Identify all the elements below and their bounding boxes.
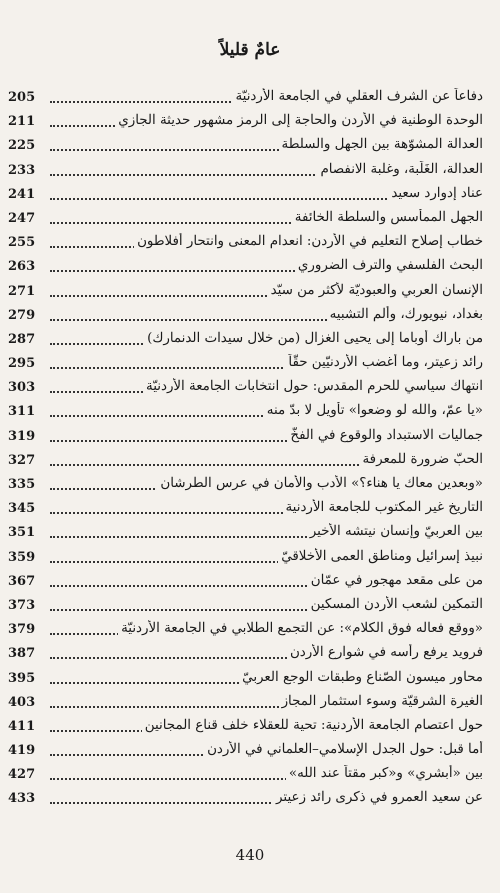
toc-page-number: 225 (8, 138, 36, 154)
toc-entry-title: «يا عمّ، والله لو وضعوا» تأويل لا بدّ منه (264, 402, 483, 420)
toc-entry-title: العدالة، الغَلَبة، وغلبة الانفصام (317, 161, 483, 179)
toc-entry-title: الحبّ ضرورة للمعرفة (360, 451, 484, 469)
toc-page-number: 403 (8, 694, 36, 710)
toc-page-number: 327 (8, 452, 36, 468)
toc-entry-title: خطاب إصلاح التعليم في الأردن: انعدام المعنى وانتحار أفلاطون (134, 233, 483, 251)
toc-entry-title: «وبعدين معاك يا هناء؟» الأدب والأمان في عرس الطرشان (157, 475, 483, 493)
toc-entry (0, 133, 500, 157)
toc-page-number: 303 (8, 380, 36, 396)
toc-page-number: 311 (8, 404, 36, 420)
toc-entry-title: نبيذ إسرائيل ومناطق العمى الأخلاقيّ (278, 548, 483, 566)
toc-page-number: 359 (8, 549, 36, 565)
toc-entry (0, 786, 500, 810)
toc-entry-title: عناد إدوارد سعيد (388, 185, 483, 203)
toc-entry (0, 520, 500, 544)
toc-entry-title: حول اعتصام الجامعة الأردنية: تحية للعقلاء خلف قناع المجانين (142, 717, 483, 735)
toc-entry (0, 690, 500, 714)
toc-entry (0, 617, 500, 641)
toc-entry (0, 303, 500, 327)
toc-page-number: 373 (8, 597, 36, 613)
toc-page-number: 271 (8, 283, 36, 299)
toc-page-number: 295 (8, 356, 36, 372)
toc-entry-title: التمكين لشعب الأردن المسكين (308, 596, 483, 614)
toc-entry-title: الإنسان العربي والعبوديّة لأكثر من سيّد (268, 282, 483, 300)
toc-entry (0, 109, 500, 133)
page-number: 440 (235, 846, 265, 864)
toc-entry-title: أما قبل: حول الجدل الإسلامي–العلماني في الأردن (204, 741, 483, 759)
toc-page-number: 263 (8, 259, 36, 275)
toc-page-number: 233 (8, 162, 36, 178)
toc-page-number: 379 (8, 622, 36, 638)
toc-entry-title: من باراك أوباما إلى يحيى الغزال (من خلال سيدات الدنمارك) (144, 330, 483, 348)
toc-page-number: 247 (8, 210, 36, 226)
toc-entry-title: بين العربيّ وإنسان نيتشه الأخير (307, 523, 483, 541)
toc-entry-title: البحث الفلسفي والترف الضروري (295, 257, 483, 275)
toc-entry-title: «ووقع فعاله فوق الكلام»: عن التجمع الطلابي في الجامعة الأردنيّة (118, 620, 483, 638)
toc-page-number: 319 (8, 428, 36, 444)
toc-entry (0, 399, 500, 423)
toc-entry-title: الوحدة الوطنية في الأردن والحاجة إلى الرمز مشهور حديثة الجازي (115, 112, 483, 130)
toc-page-number: 255 (8, 235, 36, 251)
toc-entry (0, 472, 500, 496)
toc-entry-title: دفاعاً عن الشرف العقلي في الجامعة الأردنيّة (232, 88, 483, 106)
toc-page-number: 367 (8, 573, 36, 589)
toc-page-number: 433 (8, 791, 36, 807)
toc-entry (0, 351, 500, 375)
toc-entry (0, 424, 500, 448)
page-header-title: عامٌ قليلاً (219, 40, 281, 60)
toc-entry (0, 496, 500, 520)
toc-page-number: 279 (8, 307, 36, 323)
toc-entry (0, 448, 500, 472)
toc-entry-title: انتهاك سياسي للحرم المقدس: حول انتخابات الجامعة الأردنيّة (143, 378, 483, 396)
toc-entry (0, 206, 500, 230)
toc-entry (0, 254, 500, 278)
toc-entry-title: فرويد يرفع رأسه في شوارع الأردن (287, 644, 483, 662)
toc-entry (0, 762, 500, 786)
toc-page-number: 211 (8, 114, 36, 130)
toc-entry (0, 738, 500, 762)
toc-page-number: 427 (8, 767, 36, 783)
toc-entry-title: الجهل الممأسس والسلطة الخائفة (292, 209, 483, 227)
toc-entry-title: عن سعيد العمرو في ذكرى رائد زعيتر (273, 789, 483, 807)
toc-entry-title: بين «أبشري» و«كبر مقتاً عند الله» (286, 765, 483, 783)
toc-page-number: 351 (8, 525, 36, 541)
toc-entry-title: محاور ميسون الصّناع وطبقات الوجع العربيّ (239, 669, 483, 687)
toc-entry (0, 279, 500, 303)
table-of-contents (0, 85, 500, 805)
toc-entry (0, 375, 500, 399)
toc-page-number: 205 (8, 90, 36, 105)
toc-entry (0, 230, 500, 254)
toc-page-number: 419 (8, 743, 36, 759)
toc-entry (0, 714, 500, 738)
toc-page-number: 387 (8, 646, 36, 662)
toc-entry (0, 85, 500, 109)
toc-entry-title: جماليات الاستبداد والوقوع في الفخّ (287, 427, 483, 445)
toc-entry-title: رائد زعيتر، وما أغضب الأردنيّين حقّاً (285, 354, 483, 372)
toc-entry (0, 327, 500, 351)
toc-entry-title: الغيرة الشرقيّة وسوء استثمار المجاز (279, 693, 483, 711)
toc-entry-title: بغداد، نيويورك، وألم التشبيه (327, 306, 483, 324)
toc-page-number: 395 (8, 670, 36, 686)
toc-entry-title: التاريخ غير المكتوب للجامعة الأردنية (283, 499, 484, 517)
toc-entry (0, 666, 500, 690)
toc-entry-title: من على مقعد مهجور في عمّان (308, 572, 483, 590)
toc-entry (0, 545, 500, 569)
toc-entry (0, 569, 500, 593)
toc-page-number: 241 (8, 186, 36, 202)
toc-entry (0, 182, 500, 206)
toc-entry (0, 158, 500, 182)
toc-entry-title: العدالة المشوّهة بين الجهل والسلطة (279, 136, 483, 154)
toc-page-number: 345 (8, 501, 36, 517)
toc-entry (0, 641, 500, 665)
toc-page-number: 287 (8, 331, 36, 347)
toc-page-number: 411 (8, 718, 36, 734)
toc-page-number: 335 (8, 477, 36, 492)
toc-entry (0, 593, 500, 617)
